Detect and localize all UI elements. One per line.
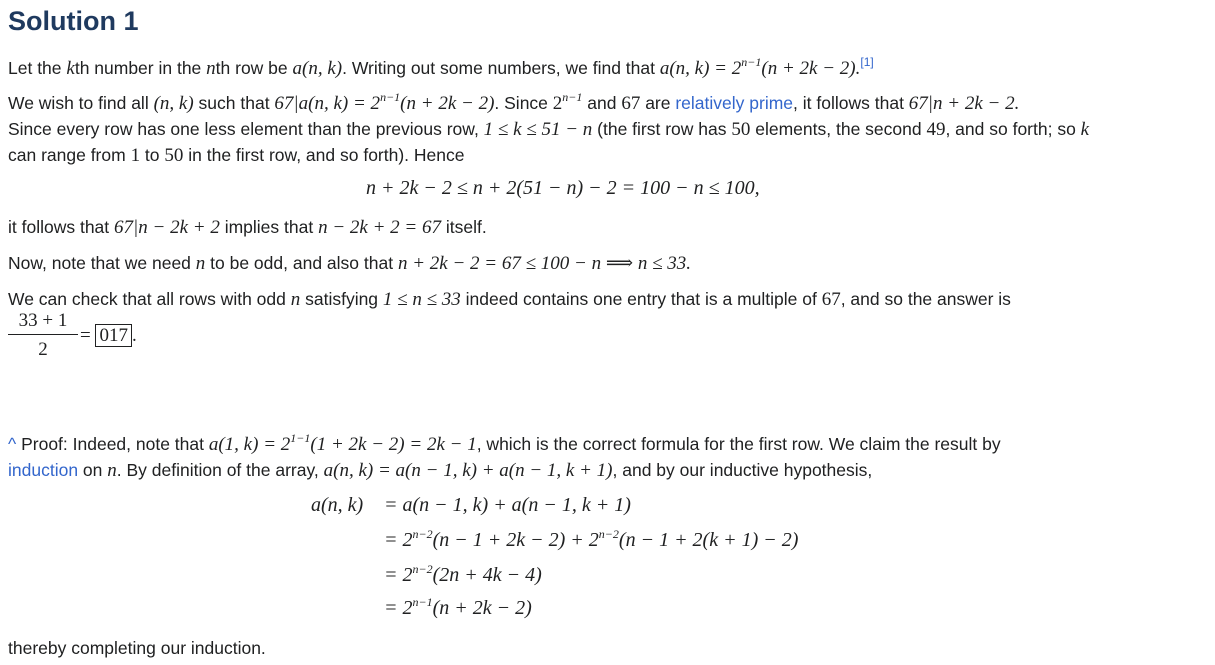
- math-67: 67: [621, 93, 641, 114]
- math: = 2: [384, 564, 413, 586]
- math-exponent: n−2: [598, 527, 619, 541]
- text: Let the: [8, 58, 67, 78]
- math-1: 1: [130, 145, 141, 166]
- text: , and by our inductive hypothesis,: [612, 460, 873, 480]
- text: , which is the correct formula for the first row. We claim the result by: [476, 434, 1001, 454]
- text: (the first row has: [592, 119, 732, 139]
- math-n: n: [206, 58, 216, 79]
- text: are: [640, 93, 676, 113]
- paragraph-odd-n: [8, 251, 691, 276]
- text: in the first row, and so forth). Hence: [183, 145, 465, 165]
- text: can range from: [8, 145, 131, 165]
- text: satisfying: [300, 289, 383, 309]
- relatively-prime-link[interactable]: relatively prime: [675, 93, 794, 113]
- paragraph-implication: [8, 215, 487, 240]
- align-row-3: [384, 564, 542, 587]
- math-conclusion: 67|n + 2k − 2.: [908, 93, 1020, 114]
- paragraph-definition: [8, 56, 874, 81]
- text: Now, note that we need: [8, 253, 196, 273]
- align-row-1: = a(n − 1, k) + a(n − 1, k + 1): [384, 494, 631, 516]
- math-tail: (n + 2k − 2): [400, 93, 495, 114]
- math-k: k: [66, 58, 75, 79]
- text: indeed contains one entry that is a multiple of: [460, 289, 822, 309]
- math-a-n-k: a(n, k): [292, 58, 343, 79]
- math-n: n: [290, 289, 301, 310]
- math-exponent: n−2: [412, 527, 433, 541]
- text: . Since: [494, 93, 553, 113]
- period: .: [131, 325, 137, 346]
- math-divides: 67|n − 2k + 2: [114, 217, 220, 238]
- answer-equals: [80, 325, 137, 347]
- text: elements, the second: [750, 119, 927, 139]
- math-two: 2: [552, 93, 563, 114]
- paragraph-row-length-cont: [8, 143, 465, 168]
- math: (n − 1 + 2(k + 1) − 2): [618, 529, 799, 551]
- footnote-ref-link[interactable]: [1]: [860, 55, 874, 69]
- display-inequality: n + 2k − 2 ≤ n + 2(51 − n) − 2 = 100 − n ≤ 100,: [366, 177, 760, 199]
- text: implies that: [219, 217, 319, 237]
- text: We wish to find all: [8, 93, 154, 113]
- boxed-answer: 017: [95, 324, 132, 347]
- math-50: 50: [731, 119, 751, 140]
- text: such that: [193, 93, 275, 113]
- math-base-case: a(1, k) = 2: [208, 434, 291, 455]
- page-title: Solution 1: [8, 6, 139, 36]
- text: and: [582, 93, 622, 113]
- align-row-2: [384, 529, 798, 552]
- math: (2n + 4k − 4): [432, 564, 542, 586]
- math: = 2: [384, 597, 413, 619]
- math-exponent: n−1: [562, 90, 583, 104]
- math-n: n: [195, 253, 206, 274]
- math-pair: (n, k): [153, 93, 194, 114]
- math-exponent: n−1: [741, 55, 762, 69]
- footnote-cont: [8, 458, 872, 483]
- math-exponent: 1−1: [290, 431, 311, 445]
- text: th row be: [215, 58, 293, 78]
- math-n: n: [107, 460, 117, 481]
- text: , it follows that: [793, 93, 909, 113]
- paragraph-divisibility: [8, 91, 1019, 116]
- math-exponent: n−1: [412, 595, 433, 609]
- math-formula: a(n, k) = 2: [659, 58, 742, 79]
- math-50: 50: [164, 145, 184, 166]
- math-range: 1 ≤ k ≤ 51 − n: [483, 119, 593, 140]
- text: Since every row has one less element than the previous row,: [8, 119, 484, 139]
- text: We can check that all rows with odd: [8, 289, 291, 309]
- text: th number in the: [74, 58, 207, 78]
- text: Proof: Indeed, note that: [16, 434, 209, 454]
- closing-text: thereby completing our induction.: [8, 638, 266, 658]
- text: to: [140, 145, 165, 165]
- math-formula-tail: (n + 2k − 2).: [761, 58, 861, 79]
- text: to be odd, and also that: [205, 253, 398, 273]
- footnote-backlink[interactable]: ^: [8, 434, 17, 454]
- math-range: 1 ≤ n ≤ 33: [382, 289, 461, 310]
- math-divides: 67|a(n, k) = 2: [274, 93, 381, 114]
- text: itself.: [440, 217, 487, 237]
- math: = 2: [384, 529, 413, 551]
- math-exponent: n−2: [412, 562, 433, 576]
- align-lhs: a(n, k): [311, 494, 364, 516]
- math-base-case-tail: (1 + 2k − 2) = 2k − 1: [310, 434, 477, 455]
- align-row-4: [384, 597, 532, 620]
- text: , and so the answer is: [840, 289, 1011, 309]
- math-49: 49: [926, 119, 946, 140]
- answer-fraction: [8, 310, 78, 361]
- text: on: [78, 460, 108, 480]
- fraction-denominator: 2: [38, 339, 48, 360]
- math-equation: n − 2k + 2 = 67: [318, 217, 441, 238]
- fraction-numerator: 33 + 1: [8, 310, 78, 335]
- text: . By definition of the array,: [116, 460, 324, 480]
- text: , and so forth; so: [945, 119, 1081, 139]
- math-exponent: n−1: [380, 90, 401, 104]
- footnote: [8, 432, 1001, 457]
- math-bound: n + 2k − 2 = 67 ≤ 100 − n ⟹ n ≤ 33.: [397, 253, 691, 274]
- text: . Writing out some numbers, we find that: [342, 58, 660, 78]
- math-recurrence: a(n, k) = a(n − 1, k) + a(n − 1, k + 1): [323, 460, 613, 481]
- text: it follows that: [8, 217, 115, 237]
- equals-sign: =: [80, 325, 91, 346]
- math: (n + 2k − 2): [432, 597, 532, 619]
- math-67: 67: [821, 289, 841, 310]
- induction-link[interactable]: induction: [8, 460, 79, 480]
- math: (n − 1 + 2k − 2) + 2: [432, 529, 599, 551]
- paragraph-answer: [8, 287, 1011, 312]
- paragraph-row-length: [8, 117, 1089, 142]
- math-k: k: [1080, 119, 1090, 140]
